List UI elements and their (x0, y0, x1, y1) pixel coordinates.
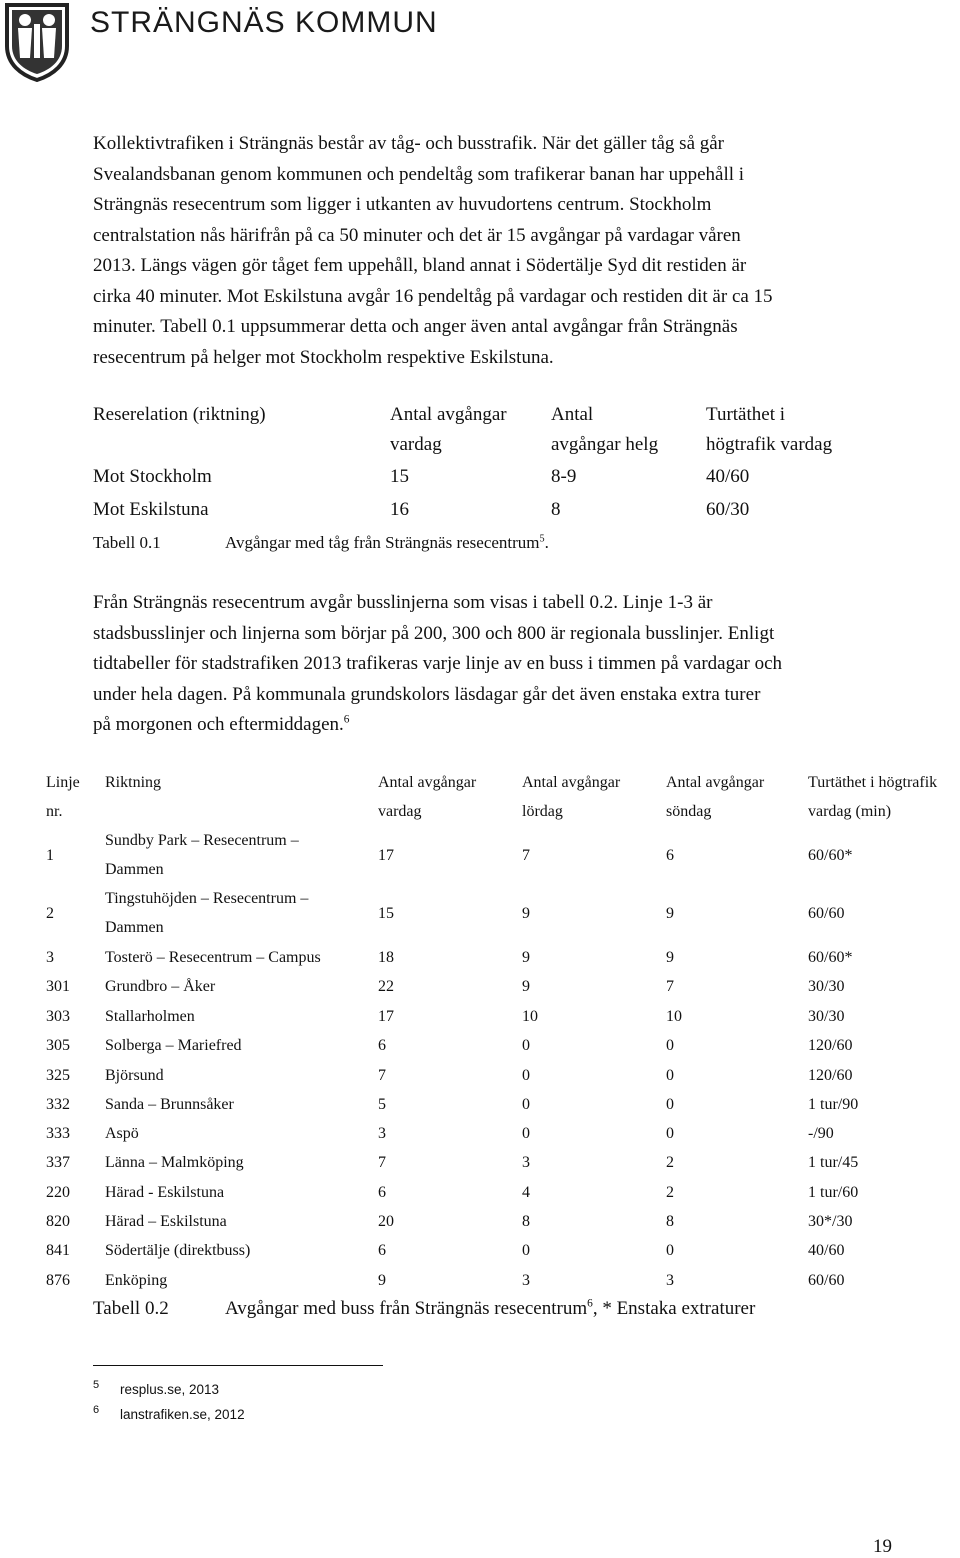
table-cell: 2 (666, 1184, 674, 1201)
table-cell: 30/30 (808, 978, 845, 995)
footnote-ref: 5 (539, 533, 545, 545)
table-cell: 6 (666, 847, 674, 864)
table-cell: 7 (522, 847, 530, 864)
table-cell: 0 (666, 1067, 674, 1084)
table-cell: 18 (378, 949, 394, 966)
table-cell: 60/60 (808, 1272, 845, 1289)
direction-cell: Sundby Park – Resecentrum – (105, 832, 299, 849)
direction-cell: Grundbro – Åker (105, 978, 216, 995)
table-cell: 0 (522, 1096, 530, 1113)
column-header: vardag (390, 434, 442, 455)
footnote-text: resplus.se, 2013 (120, 1382, 220, 1397)
column-header: Turtäthet i (706, 404, 785, 425)
table-cell: 3 (46, 949, 54, 966)
column-header: lördag (522, 803, 563, 820)
direction-cell: Länna – Malmköping (105, 1154, 244, 1171)
table-cell: 9 (522, 978, 530, 995)
column-header: Antal avgångar (666, 774, 765, 791)
table-cell: 0 (666, 1096, 674, 1113)
table-cell: 60/30 (706, 499, 750, 520)
table-cell: 120/60 (808, 1067, 853, 1084)
footnote-ref: 6 (343, 713, 350, 726)
table-cell: -/90 (808, 1125, 834, 1142)
footnote-text: lanstrafiken.se, 2012 (120, 1407, 245, 1422)
column-header: högtrafik vardag (706, 434, 833, 455)
table-cell: 3 (522, 1272, 530, 1289)
text-line: under hela dagen. På kommunala grundskolors läsdagar går det även enstaka extra turer (93, 683, 761, 705)
table-cell: 9 (378, 1272, 386, 1289)
footnote-number: 6 (93, 1404, 100, 1416)
table-cell: 22 (378, 978, 394, 995)
direction-cell: Sanda – Brunnsåker (105, 1096, 234, 1113)
table-cell: 30/30 (808, 1008, 845, 1025)
table-cell: 60/60* (808, 949, 853, 966)
table-cell: 0 (666, 1037, 674, 1054)
direction-cell: Södertälje (direktbuss) (105, 1242, 251, 1259)
table-cell: 7 (666, 978, 674, 995)
table-cell: Mot Eskilstuna (93, 499, 209, 520)
table-cell: 220 (46, 1184, 70, 1201)
table-caption: Avgångar med tåg från Strängnäs resecentrum$^5$. (225, 533, 549, 552)
direction-cell: Solberga – Mariefred (105, 1037, 242, 1054)
table-caption-label: Tabell 0.1 (93, 533, 161, 552)
table-cell: 6 (378, 1184, 386, 1201)
text-line: resecentrum på helger mot Stockholm respektive Eskilstuna. (93, 346, 554, 368)
text-line: Från Strängnäs resecentrum avgår busslinjerna som visas i tabell 0.2. Linje 1-3 är (93, 592, 713, 613)
table-cell: 17 (378, 847, 394, 864)
column-header: Reserelation (riktning) (93, 404, 266, 425)
direction-cell: Härad - Eskilstuna (105, 1184, 225, 1201)
table-cell: 20 (378, 1213, 394, 1230)
intro-paragraph (93, 129, 773, 373)
direction-cell: Tosterö – Resecentrum – Campus (105, 949, 321, 966)
table-cell: 2 (46, 905, 54, 922)
table-cell: 40/60 (808, 1242, 845, 1259)
column-header: Antal avgångar (378, 774, 477, 791)
table-cell: 5 (378, 1096, 386, 1113)
table-cell: 332 (46, 1096, 70, 1113)
table-cell: 6 (378, 1242, 386, 1259)
text-line: Svealandsbanan genom kommunen och pendeltåg som trafikerar banan har uppehåll i (93, 163, 745, 185)
table-cell: 1 (46, 847, 54, 864)
table-cell: Mot Stockholm (93, 466, 212, 487)
text-line: minuter. Tabell 0.1 uppsummerar detta och anger även antal avgångar från Strängnäs (93, 316, 738, 337)
bus-paragraph (93, 588, 782, 741)
table-cell: 7 (378, 1067, 386, 1084)
text-line: Kollektivtrafiken i Strängnäs består av tåg- och busstrafik. När det gäller tåg så går (93, 133, 725, 154)
table-cell: 333 (46, 1125, 70, 1142)
table-cell: 8 (551, 499, 561, 520)
table-cell: 301 (46, 978, 70, 995)
table-cell: 0 (522, 1067, 530, 1084)
table-cell: 60/60 (808, 905, 845, 922)
text-line: på morgonen och eftermiddagen.$^6$ (93, 713, 350, 735)
text-line: tidtabeller för stadstrafiken 2013 trafikeras varje linje av en buss i timmen på vardagar och (93, 653, 783, 674)
table-cell: 8 (666, 1213, 674, 1230)
direction-cell: Tingstuhöjden – Resecentrum – (105, 890, 309, 907)
table-cell: 60/60* (808, 847, 853, 864)
column-header: söndag (666, 803, 712, 820)
column-header: avgångar helg (551, 434, 659, 455)
footnote-ref: 6 (587, 1297, 593, 1310)
table-caption-label: Tabell 0.2 (93, 1298, 169, 1319)
text-line: Strängnäs resecentrum som ligger i utkanten av huvudortens centrum. Stockholm (93, 194, 712, 215)
column-header: Antal avgångar (522, 774, 621, 791)
table-cell: 6 (378, 1037, 386, 1054)
direction-cell: Aspö (105, 1125, 139, 1142)
column-header: Antal (551, 404, 594, 425)
table-cell: 841 (46, 1242, 70, 1259)
table-cell: 4 (522, 1184, 530, 1201)
table-cell: 7 (378, 1154, 386, 1171)
table-cell: 120/60 (808, 1037, 853, 1054)
table-cell: 325 (46, 1067, 70, 1084)
column-header: Riktning (105, 774, 162, 791)
text-line: 2013. Längs vägen gör tåget fem uppehåll, bland annat i Södertälje Syd dit restiden är (93, 255, 747, 276)
table-cell: 30*/30 (808, 1213, 853, 1230)
table-cell: 40/60 (706, 466, 750, 487)
brand-name: STRÄNGNÄS KOMMUN (90, 6, 438, 39)
table-cell: 8 (522, 1213, 530, 1230)
table-cell: 337 (46, 1154, 70, 1171)
table-cell: 1 tur/90 (808, 1096, 859, 1113)
table-cell: 9 (522, 905, 530, 922)
direction-cell: Dammen (105, 861, 164, 878)
table-cell: 1 tur/60 (808, 1184, 859, 1201)
table-cell: 0 (522, 1125, 530, 1142)
direction-cell: Stallarholmen (105, 1008, 195, 1025)
column-header: Antal avgångar (390, 404, 507, 425)
table-cell: 0 (522, 1037, 530, 1054)
text-line: cirka 40 minuter. Mot Eskilstuna avgår 16 pendeltåg på vardagar och restiden dit är ca 15 (93, 285, 773, 307)
table-cell: 305 (46, 1037, 70, 1054)
column-header: Linje (46, 774, 80, 791)
footnote-number: 5 (93, 1379, 100, 1391)
footnote-separator (93, 1365, 383, 1366)
table-cell: 3 (378, 1125, 386, 1142)
table-cell: 3 (522, 1154, 530, 1171)
text-line: centralstation nås härifrån på ca 50 minuter och det är 15 avgångar på vardagar våren (93, 224, 741, 246)
table-cell: 15 (390, 466, 409, 487)
table-cell: 303 (46, 1008, 70, 1025)
column-header: Turtäthet i högtrafik (808, 774, 938, 791)
table-cell: 16 (390, 499, 409, 520)
direction-cell: Enköping (105, 1272, 168, 1289)
table-cell: 820 (46, 1213, 70, 1230)
table-cell: 876 (46, 1272, 70, 1289)
table-cell: 17 (378, 1008, 394, 1025)
table-cell: 3 (666, 1272, 674, 1289)
table-cell: 10 (666, 1008, 682, 1025)
table-cell: 9 (666, 949, 674, 966)
coat-of-arms-icon (3, 2, 71, 82)
table-caption: Avgångar med buss från Strängnäs resecentrum$^6$, * Enstaka extraturer (225, 1297, 756, 1319)
direction-cell: Dammen (105, 919, 164, 936)
table-cell: 0 (522, 1242, 530, 1259)
table-cell: 1 tur/45 (808, 1154, 859, 1171)
table-cell: 0 (666, 1242, 674, 1259)
page-number: 19 (873, 1536, 892, 1557)
table-cell: 0 (666, 1125, 674, 1142)
column-header: nr. (46, 803, 63, 820)
text-line: stadsbusslinjer och linjerna som börjar på 200, 300 och 800 är regionala busslinjer. Enligt (93, 622, 775, 644)
table-cell: 9 (666, 905, 674, 922)
table-cell: 9 (522, 949, 530, 966)
table-cell: 2 (666, 1154, 674, 1171)
table-cell: 10 (522, 1008, 538, 1025)
table-cell: 15 (378, 905, 394, 922)
direction-cell: Björsund (105, 1067, 164, 1084)
column-header: vardag (378, 803, 422, 820)
direction-cell: Härad – Eskilstuna (105, 1213, 227, 1230)
column-header: vardag (min) (808, 803, 892, 820)
table-cell: 8-9 (551, 466, 577, 487)
